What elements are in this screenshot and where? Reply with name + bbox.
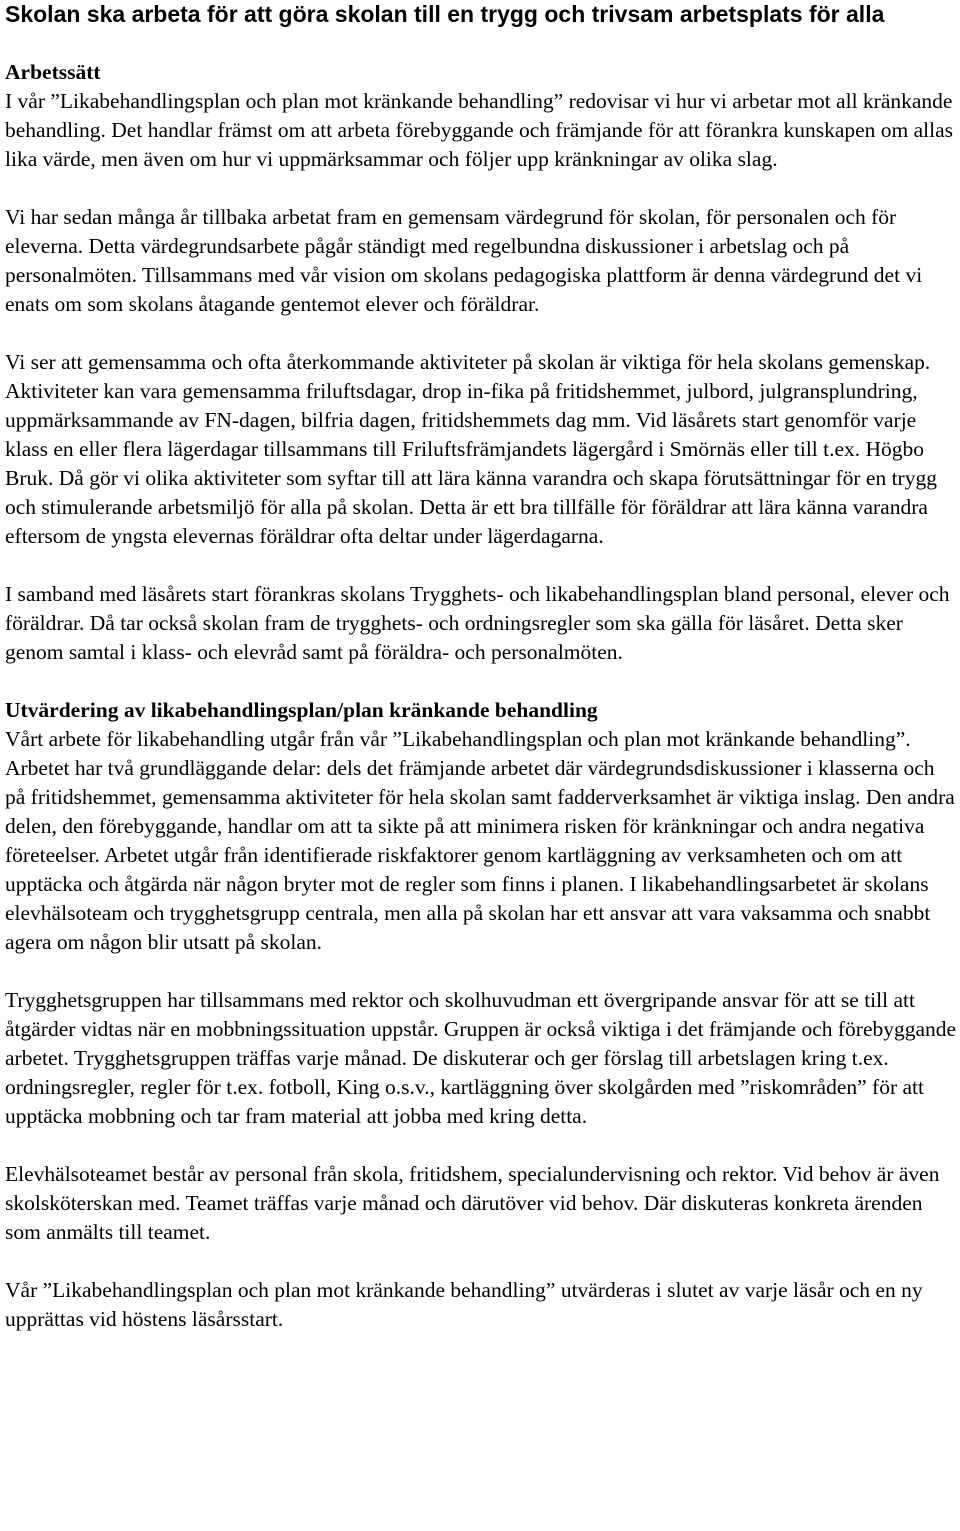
paragraph: Vi ser att gemensamma och ofta återkommande aktiviteter på skolan är viktiga för hela skolans gemenskap. Aktiviteter kan vara gemensamma friluftsdagar, drop in-fika på fritidshemmet, julbord, julgransplundring, uppmärksammande av FN-dagen, bilfria dagen, fritidshemmets dag mm. Vid läsårets start genomför varje klass en eller flera lägerdagar tillsammans till Friluftsfrämjandets lägergård i Smörnäs eller till t.ex. Högbo Bruk. Då gör vi olika aktiviteter som syftar till att lära känna varandra och skapa förutsättningar för en trygg och stimulerande arbetsmiljö för alla på skolan. Detta är ett bra tillfälle för föräldrar att lära känna varandra eftersom de yngsta elevernas föräldrar ofta deltar under lägerdagarna. [5,350,937,548]
spacer [5,1247,957,1276]
paragraph: Trygghetsgruppen har tillsammans med rektor och skolhuvudman ett övergripande ansvar för att se till att åtgärder vidtas när en mobbningssituation uppstår. Gruppen är också viktiga i det främjande och förebyggande arbetet. Trygghetsgruppen träffas varje månad. De diskuterar och ger förslag till arbetslagen kring t.ex. ordningsregler, regler för t.ex. fotboll, King o.s.v., kartläggning över skolgården med ”riskområden” för att upptäcka mobbning och tar fram material att jobba med kring detta. [5,988,957,1128]
document-page [5,0,957,1334]
paragraph: Elevhälsoteamet består av personal från skola, fritidshem, specialundervisning och rektor. Vid behov är även skolsköterskan med. Teamet träffas varje månad och därutöver vid behov. Där diskuteras konkreta ärenden som anmälts till teamet. [5,1162,940,1244]
spacer [5,319,957,348]
spacer [5,957,957,986]
section-arbetssatt [5,58,957,696]
spacer [5,29,957,58]
paragraph: I samband med läsårets start förankras skolans Trygghets- och likabehandlingsplan bland personal, elever och föräldrar. Då tar också skolan fram de trygghets- och ordningsregler som ska gälla för läsåret. Detta sker genom samtal i klass- och elevråd samt på föräldra- och personalmöten. [5,582,950,664]
section-utvardering [5,696,957,1334]
spacer [5,174,957,203]
spacer [5,551,957,580]
spacer [5,1131,957,1160]
paragraph: I vår ”Likabehandlingsplan och plan mot kränkande behandling” redovisar vi hur vi arbetar mot all kränkande behandling. Det handlar främst om att arbeta förebyggande och främjande för att förankra kunskapen om allas lika värde, men även om hur vi uppmärksammar och följer upp kränkningar av olika slag. [5,89,954,171]
paragraph: Vi har sedan många år tillbaka arbetat fram en gemensam värdegrund för skolan, för personalen och för eleverna. Detta värdegrundsarbete pågår ständigt med regelbundna diskussioner i arbetslag och på personalmöten. Tillsammans med vår vision om skolans pedagogiska plattform är denna värdegrund det vi enats om som skolans åtagande gentemot elever och föräldrar. [5,205,923,316]
paragraph: Vår ”Likabehandlingsplan och plan mot kränkande behandling” utvärderas i slutet av varje läsår och en ny upprättas vid höstens läsårsstart. [5,1278,923,1331]
section-heading: Utvärdering av likabehandlingsplan/plan kränkande behandling [5,698,598,722]
document-title: Skolan ska arbeta för att göra skolan till en trygg och trivsam arbetsplats för alla [5,1,885,27]
spacer [5,667,957,696]
section-heading: Arbetssätt [5,60,101,84]
paragraph: Vårt arbete för likabehandling utgår från vår ”Likabehandlingsplan och plan mot kränkande behandling”. Arbetet har två grundläggande delar: dels det främjande arbetet där värdegrundsdiskussioner i klasserna och på fritidshemmet, gemensamma aktiviteter för hela skolan samt fadderverksamhet är viktiga inslag. Den andra delen, den förebyggande, handlar om att ta sikte på att minimera risken för kränkningar och andra negativa företeelser. Arbetet utgår från identifierade riskfaktorer genom kartläggning av verksamheten och om att upptäcka och åtgärda när någon bryter mot de regler som finns i planen. I likabehandlingsarbetet är skolans elevhälsoteam och trygghetsgrupp centrala, men alla på skolan har ett ansvar att vara vaksamma och snabbt agera om någon blir utsatt på skolan. [5,727,955,954]
